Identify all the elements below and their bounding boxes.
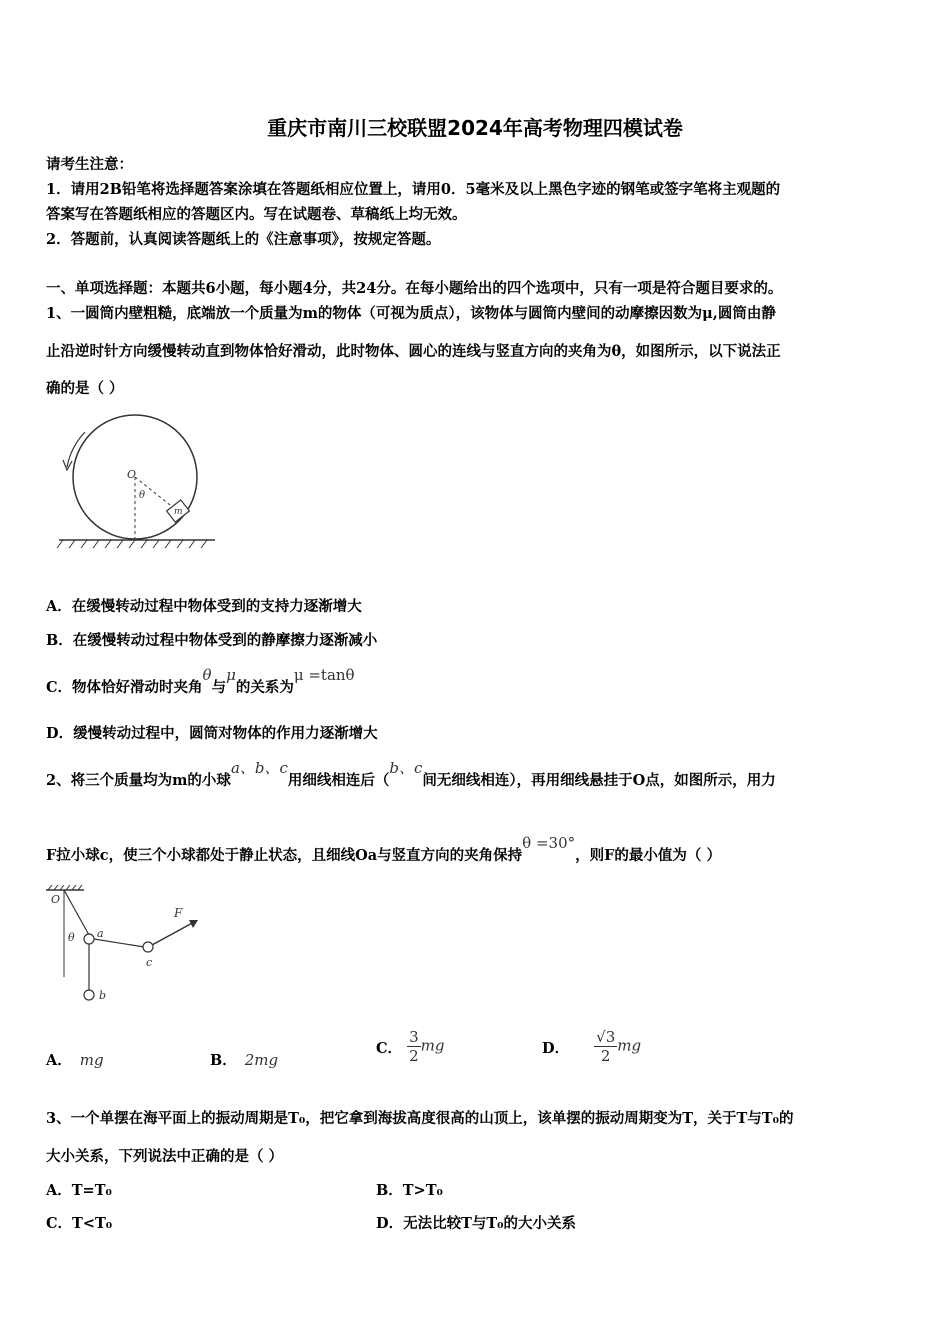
q2-option-d-mg: mg — [617, 1036, 642, 1055]
ball-c — [143, 942, 153, 952]
q2-stem-part-e: ，则F的最小值为（ ） — [575, 847, 721, 864]
q2-option-a-label: A． — [46, 1052, 72, 1069]
q2-option-d-fraction — [594, 1028, 617, 1065]
center-label: O — [127, 468, 137, 481]
theta-symbol: θ — [202, 666, 212, 684]
q2-bc-symbols: b、c — [389, 759, 423, 777]
q2-stem-part-a: 2、将三个质量均为m的小球 — [46, 772, 231, 789]
q3-option-a[interactable]: A．T=T₀ — [46, 1182, 112, 1199]
notice-line-1b: 答案写在答题纸相应的答题区内。写在试题卷、草稿纸上均无效。 — [46, 206, 467, 223]
q2-option-b[interactable] — [210, 1049, 278, 1070]
ground-hatching — [57, 540, 207, 548]
ball-b — [84, 990, 94, 1000]
q1-option-c-mid: 与 — [211, 679, 227, 696]
q2-option-c-denominator: 2 — [409, 1047, 419, 1065]
q2-stem-part-b: 用细线相连后（ — [287, 772, 390, 789]
force-arrow — [152, 921, 196, 945]
q2-option-c-fraction — [407, 1028, 421, 1065]
mu-symbol: μ — [226, 666, 236, 684]
rotation-arrow — [67, 432, 85, 467]
q3-option-d[interactable]: D．无法比较T与T₀的大小关系 — [376, 1215, 577, 1232]
q2-option-d-denominator: 2 — [600, 1047, 611, 1065]
q2-stem-line-1 — [46, 757, 776, 789]
q1-option-c-formula: μ =tanθ — [293, 666, 355, 684]
q2-option-b-label: B． — [210, 1052, 237, 1069]
string-ac — [94, 939, 144, 947]
ball-a-label: a — [97, 927, 104, 940]
q3-stem-line-2: 大小关系，下列说法中正确的是（ ） — [46, 1148, 284, 1165]
q2-option-c-mg: mg — [420, 1036, 445, 1055]
q2-option-a[interactable] — [46, 1049, 104, 1070]
ball-c-label: c — [146, 956, 153, 969]
page-title: 重庆市南川三校联盟2024年高考物理四模试卷 — [267, 116, 683, 140]
q2-option-d-label: D． — [542, 1039, 570, 1057]
q3-stem-line-1: 3、一个单摆在海平面上的振动周期是T₀，把它拿到海拔高度很高的山顶上，该单摆的振动周期变为T，关于T与T₀的 — [46, 1110, 794, 1127]
mass-label: m — [174, 507, 183, 517]
q2-option-c-label: C． — [376, 1039, 403, 1057]
q1-stem-line-2: 止沿逆时针方向缓慢转动直到物体恰好滑动，此时物体、圆心的连线与竖直方向的夹角为θ，如图所示，以下说法正 — [46, 343, 781, 360]
point-o-label: O — [51, 893, 61, 906]
q3-option-c[interactable]: C．T<T₀ — [46, 1215, 113, 1232]
notice-line-2: 2．答题前，认真阅读答题纸上的《注意事项》，按规定答题。 — [46, 231, 441, 248]
q1-option-a[interactable]: A．在缓慢转动过程中物体受到的支持力逐渐增大 — [46, 598, 362, 615]
q2-option-c-numerator: 3 — [409, 1028, 419, 1046]
q2-stem-part-c: 间无细线相连），再用细线悬挂于O点，如图所示，用力 — [422, 772, 776, 789]
ball-a — [84, 934, 94, 944]
notice-heading: 请考生注意： — [46, 156, 133, 173]
notice-line-1a: 1．请用2B铅笔将选择题答案涂填在答题纸相应位置上，请用0．5毫米及以上黑色字迹的钢笔或签字笔将主观题的 — [46, 181, 781, 198]
q1-stem-line-3: 确的是（ ） — [46, 380, 124, 397]
q1-stem-line-1: 1、一圆筒内壁粗糙，底端放一个质量为m的物体（可视为质点），该物体与圆筒内壁间的动摩擦因数为μ,圆筒由静 — [46, 305, 776, 322]
q1-option-c-pre: C．物体恰好滑动时夹角 — [46, 679, 203, 696]
q1-option-b[interactable]: B．在缓慢转动过程中物体受到的静摩擦力逐渐减小 — [46, 632, 378, 649]
force-label: F — [174, 906, 183, 920]
ball-b-label: b — [99, 989, 107, 1002]
q3-option-b[interactable]: B．T>T₀ — [376, 1182, 443, 1199]
q1-figure — [55, 412, 220, 552]
section-heading: 一、单项选择题：本题共6小题，每小题4分，共24分。在每小题给出的四个选项中，只有一项是符合题目要求的。 — [46, 280, 783, 297]
q2-option-b-value: 2mg — [244, 1051, 279, 1069]
q1-option-d[interactable]: D．缓慢转动过程中，圆筒对物体的作用力逐渐增大 — [46, 725, 378, 742]
q2-stem-line-2 — [46, 832, 721, 864]
q2-abc-symbols: a、b、c — [230, 759, 288, 777]
q2-stem-part-d: F拉小球c，使三个小球都处于静止状态，且细线Oa与竖直方向的夹角保持 — [46, 847, 523, 864]
q2-option-c[interactable] — [376, 1028, 444, 1065]
angle-label: θ — [139, 490, 146, 501]
q2-option-d[interactable] — [542, 1028, 641, 1065]
string-oa — [64, 890, 89, 935]
q2-option-a-value: mg — [79, 1051, 104, 1069]
theta-label: θ — [68, 931, 75, 944]
q2-figure — [44, 885, 209, 1005]
q1-option-c[interactable] — [46, 664, 355, 696]
q2-option-d-numerator: √3 — [596, 1028, 616, 1046]
q2-angle-formula: θ =30° — [522, 834, 576, 852]
q1-option-c-post: 的关系为 — [235, 679, 294, 696]
